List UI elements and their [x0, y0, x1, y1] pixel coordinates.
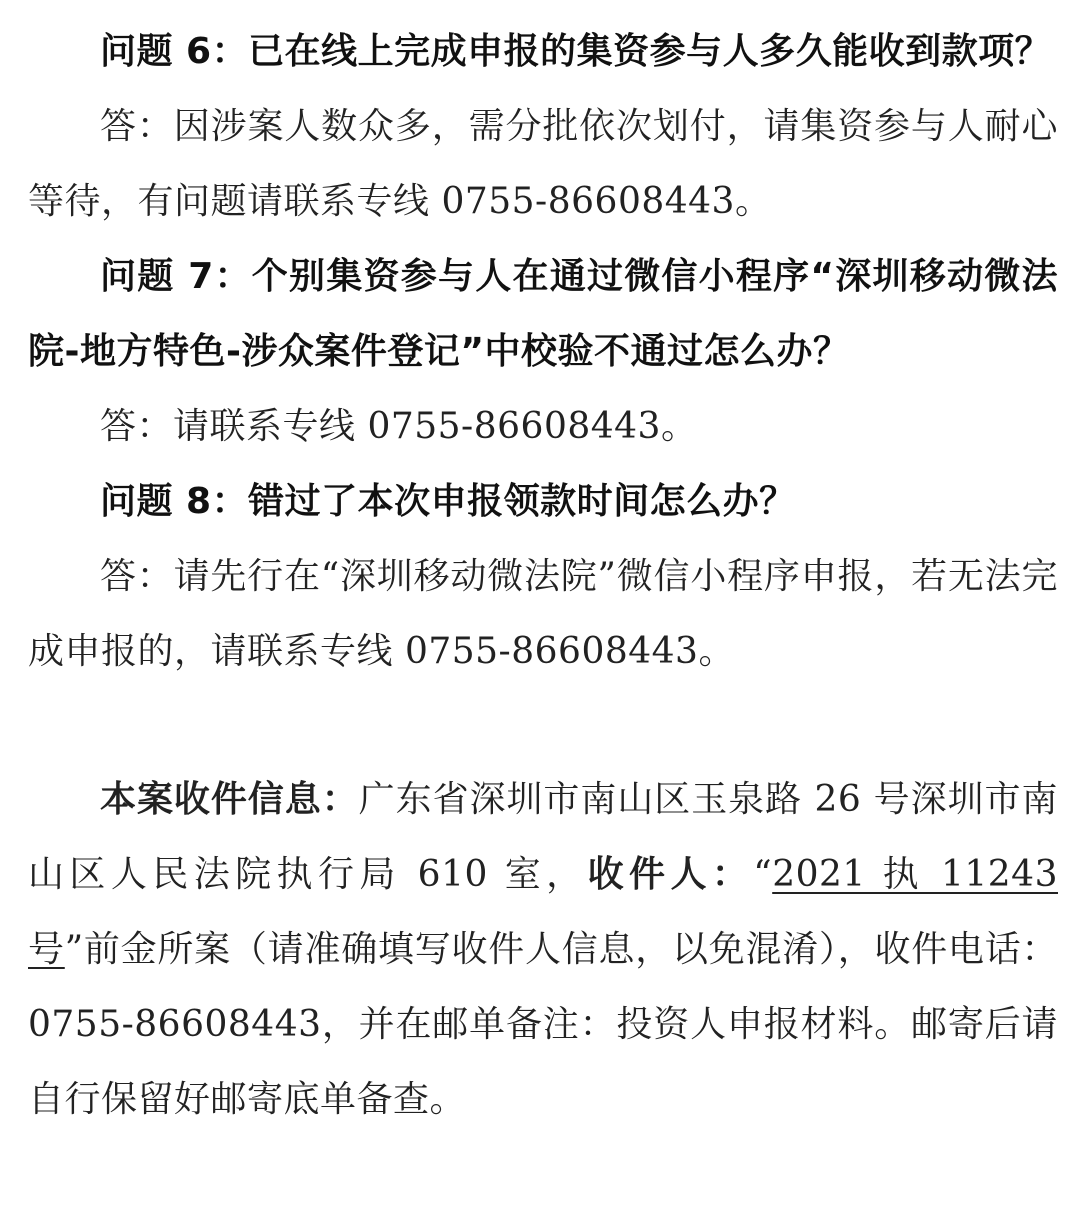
receipt-info: [28, 762, 1058, 1137]
question-8: 问题 8：错过了本次申报领款时间怎么办？: [100, 481, 796, 522]
answer-7: 答：请联系专线 0755-86608443。: [100, 406, 698, 447]
recipient-case-number: 2021 执 11243 号: [28, 854, 1058, 970]
receipt-label: 本案收件信息：: [100, 779, 359, 820]
answer-6: 答：因涉案人数众多，需分批依次划付，请集资参与人耐心等待，有问题请联系专线 0755-86608443。: [28, 106, 1058, 222]
answer-8: 答：请先行在“深圳移动微法院”微信小程序申报，若无法完成申报的，请联系专线 0755-86608443。: [28, 556, 1058, 672]
recipient-details: ”前金所案（请准确填写收件人信息，以免混淆），收件电话：0755-86608443，并在邮单备注：投资人申报材料。邮寄后请自行保留好邮寄底单备查。: [28, 929, 1058, 1120]
receipt-address: 广东省深圳市南山区玉泉路 26 号深圳市南山区人民法院执行局 610 室，: [28, 779, 1058, 895]
recipient-label: 收件人：: [587, 854, 754, 895]
question-7: 问题 7：个别集资参与人在通过微信小程序“深圳移动微法院-地方特色-涉众案件登记”中校验不通过怎么办？: [28, 256, 1058, 372]
question-6: 问题 6：已在线上完成申报的集资参与人多久能收到款项？: [100, 31, 1052, 72]
document-page: [28, 14, 1058, 1137]
paragraph-gap: [28, 689, 1058, 762]
recipient-open-quote: “: [753, 854, 773, 895]
